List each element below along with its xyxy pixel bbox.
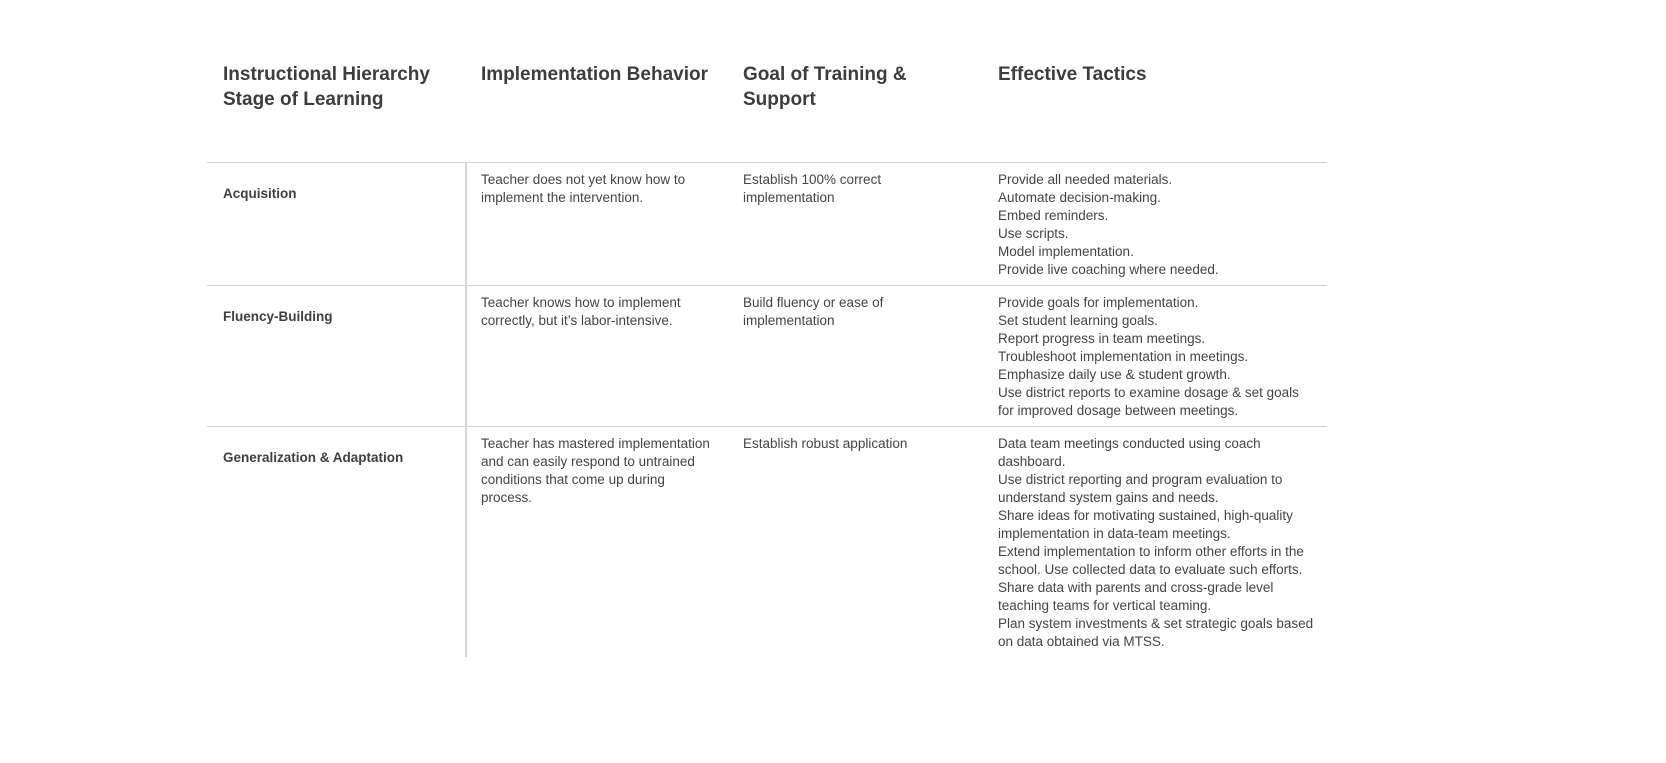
tactic-item: Emphasize daily use & student growth. bbox=[998, 367, 1231, 382]
tactics-cell bbox=[998, 435, 1316, 651]
table-row bbox=[207, 163, 1327, 286]
stage-label: Acquisition bbox=[223, 186, 297, 201]
tactic-item: Use district reports to examine dosage & set goals for improved dosage between meetings. bbox=[998, 385, 1299, 418]
stage-label: Fluency-Building bbox=[223, 309, 333, 324]
tactic-item: Plan system investments & set strategic goals based on data obtained via MTSS. bbox=[998, 616, 1314, 649]
behavior-cell: Teacher has mastered implementation and can easily respond to untrained conditions that come up during process. bbox=[481, 436, 710, 505]
tactic-item: Report progress in team meetings. bbox=[998, 331, 1206, 346]
tactics-cell bbox=[998, 171, 1316, 279]
goal-cell: Establish 100% correct implementation bbox=[743, 172, 882, 205]
tactic-item: Use scripts. bbox=[998, 226, 1069, 241]
tactic-item: Troubleshoot implementation in meetings. bbox=[998, 349, 1249, 364]
header-tactics: Effective Tactics bbox=[998, 64, 1147, 85]
goal-cell: Build fluency or ease of implementation bbox=[743, 295, 884, 328]
tactic-item: Embed reminders. bbox=[998, 208, 1109, 223]
table-row bbox=[207, 427, 1327, 656]
tactic-item: Extend implementation to inform other efforts in the school. Use collected data to evaluate such efforts. Share data with parents and cross-grade level teaching teams for vertical teaming. bbox=[998, 544, 1304, 613]
tactic-item: Provide live coaching where needed. bbox=[998, 262, 1219, 277]
instructional-hierarchy-table bbox=[207, 60, 1327, 656]
tactic-item: Provide all needed materials. bbox=[998, 172, 1173, 187]
tactic-item: Set student learning goals. bbox=[998, 313, 1158, 328]
tactics-cell bbox=[998, 294, 1316, 420]
stage-label: Generalization & Adaptation bbox=[223, 450, 404, 465]
table-row bbox=[207, 286, 1327, 427]
tactic-item: Use district reporting and program evaluation to understand system gains and needs. bbox=[998, 472, 1283, 505]
goal-cell: Establish robust application bbox=[743, 436, 908, 451]
tactic-item: Provide goals for implementation. bbox=[998, 295, 1199, 310]
header-behavior: Implementation Behavior bbox=[481, 64, 708, 85]
tactic-item: Data team meetings conducted using coach dashboard. bbox=[998, 436, 1261, 469]
tactic-item: Model implementation. bbox=[998, 244, 1134, 259]
header-stage: Instructional Hierarchy Stage of Learning bbox=[223, 64, 430, 110]
table-header-row bbox=[207, 60, 1327, 163]
tactic-item: Automate decision-making. bbox=[998, 190, 1161, 205]
header-goal: Goal of Training & Support bbox=[743, 64, 907, 110]
behavior-cell: Teacher knows how to implement correctly, but it’s labor-intensive. bbox=[481, 295, 681, 328]
tactic-item: Share ideas for motivating sustained, high-quality implementation in data-team meetings. bbox=[998, 508, 1293, 541]
behavior-cell: Teacher does not yet know how to implement the intervention. bbox=[481, 172, 686, 205]
